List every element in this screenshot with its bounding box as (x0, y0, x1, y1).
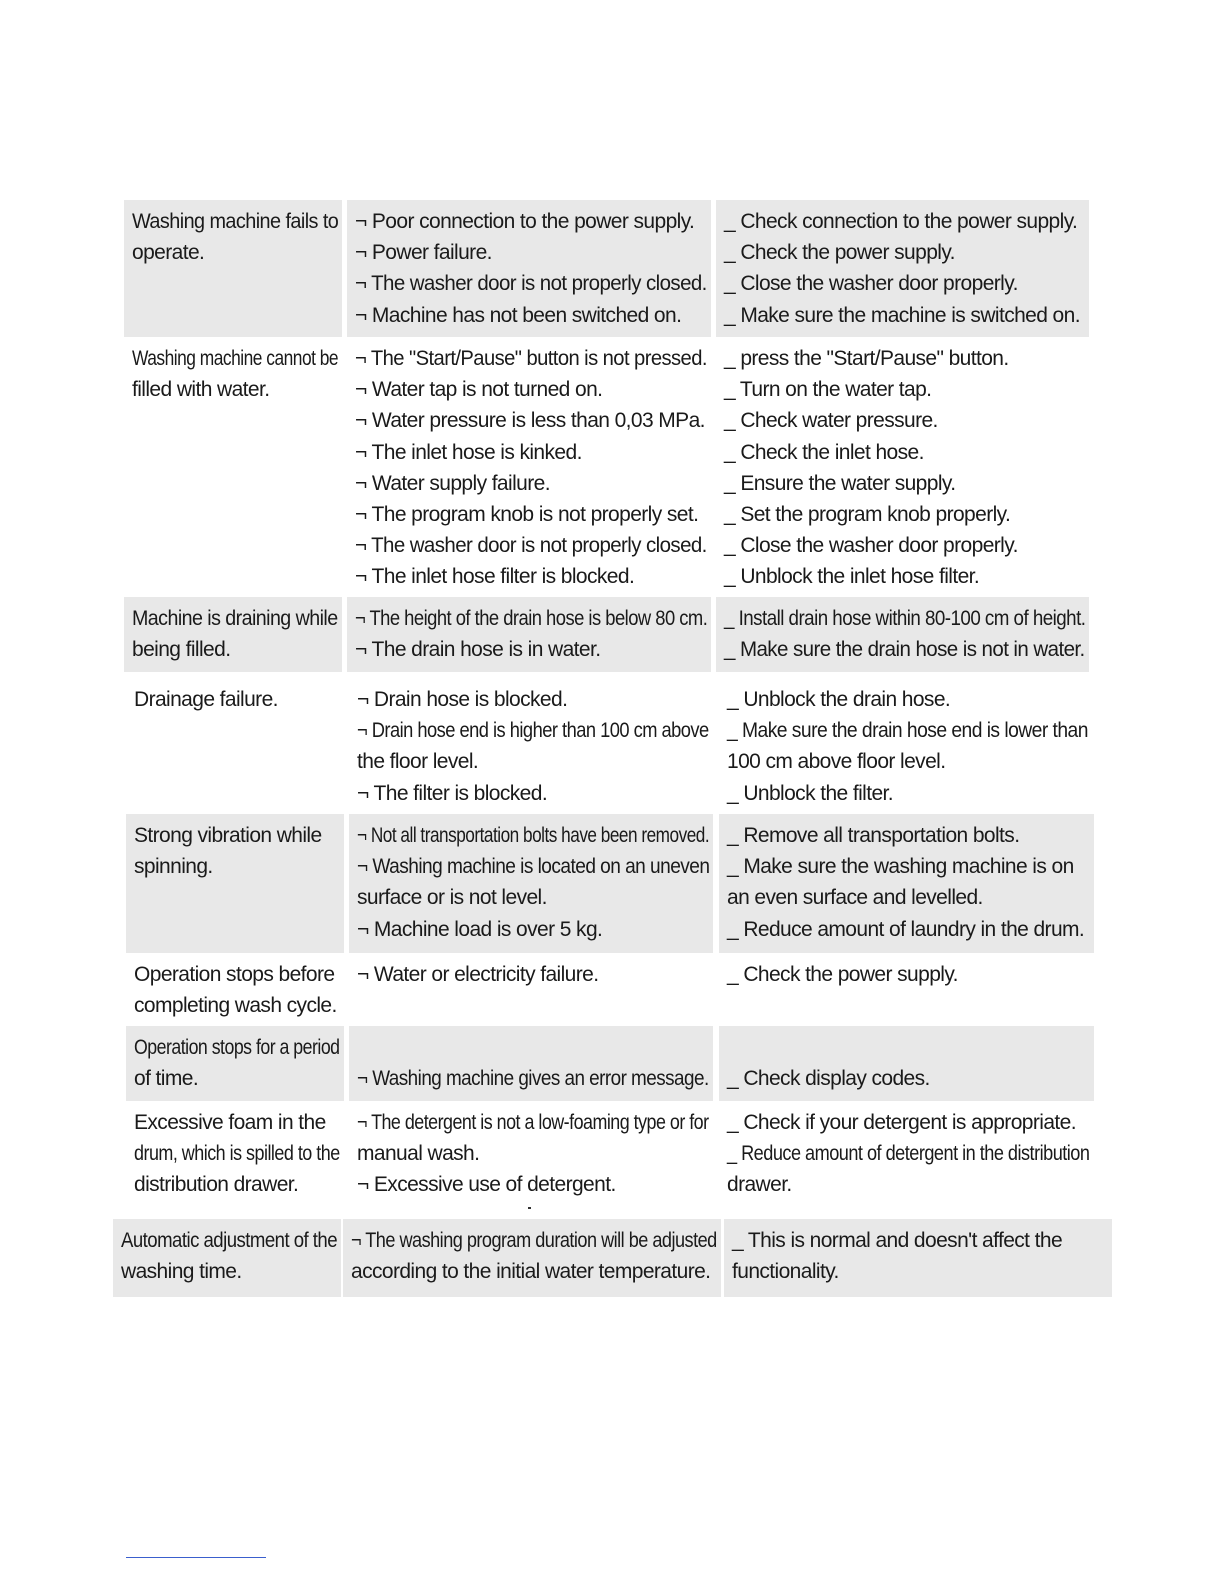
solution-line: 100 cm above floor level. (727, 750, 946, 774)
problem-line: Excessive foam in the (134, 1111, 326, 1134)
cause-cell (349, 814, 713, 953)
cause-line: ¬ Poor connection to the power supply. (355, 210, 695, 233)
problem-line: Washing machine cannot be (132, 347, 339, 370)
solution-line: _ Install drain hose within 80-100 cm of height. (724, 607, 1086, 630)
cause-line: ¬ Machine has not been switched on. (355, 303, 682, 327)
problem-line: Strong vibration while (134, 824, 322, 847)
solution-cell (719, 953, 1094, 1024)
problem-line: distribution drawer. (134, 1173, 299, 1197)
solution-line: functionality. (732, 1260, 839, 1284)
cause-line: ¬ The washing program duration will be adjusted (351, 1229, 717, 1252)
solution-line: _ Reduce amount of detergent in the distribution (727, 1142, 1090, 1166)
solution-cell (716, 200, 1089, 337)
cause-line: ¬ The detergent is not a low-foaming type or for (357, 1111, 709, 1134)
solution-line: an even surface and levelled. (727, 886, 983, 910)
cause-line: ¬ The drain hose is in water. (355, 638, 601, 662)
cause-cell (347, 200, 711, 337)
problem-line: operate. (132, 241, 205, 265)
solution-line: _ Check water pressure. (724, 409, 938, 433)
solution-line: _ Check display codes. (727, 1067, 930, 1091)
solution-line: _ Close the washer door properly. (724, 534, 1018, 558)
solution-line: _ press the "Start/Pause" button. (724, 347, 1009, 370)
solution-cell (716, 337, 1089, 597)
cause-line: the floor level. (357, 750, 479, 774)
cause-line: ¬ Power failure. (355, 241, 492, 265)
solution-line: _ Reduce amount of laundry in the drum. (727, 917, 1085, 941)
cause-cell (349, 678, 713, 814)
cause-line: ¬ Water tap is not turned on. (355, 378, 603, 402)
cause-line: ¬ The "Start/Pause" button is not pressed. (355, 347, 707, 370)
problem-line: of time. (134, 1067, 199, 1091)
solution-line (727, 1032, 1086, 1063)
problem-cell (126, 678, 344, 814)
solution-line: _ Close the washer door properly. (724, 272, 1018, 296)
footnote-rule (126, 1557, 266, 1558)
solution-line: _ Check the inlet hose. (724, 440, 924, 464)
problem-line: filled with water. (132, 378, 270, 402)
problem-cell (124, 200, 342, 337)
cause-cell (347, 597, 711, 672)
solution-line: _ Make sure the machine is switched on. (724, 303, 1080, 327)
cause-line: according to the initial water temperature. (351, 1260, 711, 1284)
cause-line: ¬ The washer door is not properly closed. (355, 272, 707, 296)
cause-line: surface or is not level. (357, 886, 547, 910)
problem-line: Operation stops before (134, 963, 335, 986)
problem-line: Automatic adjustment of the (121, 1229, 338, 1252)
solution-line: _ Unblock the inlet hose filter. (724, 565, 980, 589)
problem-line: spinning. (134, 855, 213, 879)
solution-line: _ Remove all transportation bolts. (727, 824, 1020, 847)
problem-line: Drainage failure. (134, 688, 278, 711)
cause-line: ¬ Water or electricity failure. (357, 963, 599, 986)
solution-line: _ Check if your detergent is appropriate. (727, 1111, 1076, 1134)
cause-line: ¬ Washing machine is located on an uneven (357, 855, 710, 879)
problem-line: completing wash cycle. (134, 994, 337, 1018)
cause-line: ¬ Washing machine gives an error message. (357, 1067, 709, 1091)
solution-line: _ Unblock the filter. (727, 781, 893, 805)
cause-line: ¬ Water supply failure. (355, 471, 550, 495)
cause-line: ¬ The inlet hose is kinked. (355, 440, 582, 464)
solution-cell (724, 1219, 1112, 1297)
problem-line: Washing machine fails to (132, 210, 339, 233)
solution-line: _ Make sure the washing machine is on (727, 855, 1074, 879)
problem-cell (126, 814, 344, 953)
problem-cell (124, 337, 342, 597)
cause-line: ¬ The height of the drain hose is below 80 cm. (355, 607, 708, 630)
problem-line: being filled. (132, 638, 231, 662)
solution-cell (719, 1026, 1094, 1101)
problem-line: Machine is draining while (132, 607, 338, 630)
solution-line: _ Turn on the water tap. (724, 378, 932, 402)
cause-line: ¬ Machine load is over 5 kg. (357, 917, 603, 941)
cause-line (357, 1032, 705, 1063)
solution-line: _ Check the power supply. (727, 963, 958, 986)
cause-line: ¬ Not all transportation bolts have been removed. (357, 824, 710, 847)
cause-cell (347, 337, 711, 597)
problem-cell (126, 953, 344, 1024)
solution-line: _ Make sure the drain hose is not in water. (724, 638, 1085, 662)
cause-cell (349, 953, 713, 1024)
solution-cell (719, 814, 1094, 953)
problem-line: Operation stops for a period (134, 1036, 340, 1059)
problem-line: drum, which is spilled to the (134, 1142, 340, 1166)
solution-cell (719, 678, 1092, 814)
solution-cell (716, 597, 1089, 672)
solution-line: _ Unblock the drain hose. (727, 688, 951, 711)
cause-line: ¬ Excessive use of detergent. (357, 1173, 616, 1197)
problem-cell (124, 597, 342, 672)
cause-cell (343, 1219, 721, 1297)
cause-line: ¬ The inlet hose filter is blocked. (355, 565, 635, 589)
cause-line: ¬ Drain hose end is higher than 100 cm above (357, 719, 709, 743)
solution-cell (719, 1101, 1094, 1211)
cause-line: ¬ Water pressure is less than 0,03 MPa. (355, 409, 705, 433)
cause-line: manual wash. (357, 1142, 480, 1166)
solution-line: _ Ensure the water supply. (724, 471, 956, 495)
problem-cell (126, 1101, 344, 1211)
solution-line: drawer. (727, 1173, 792, 1197)
problem-cell (113, 1219, 341, 1297)
solution-line: _ This is normal and doesn't affect the (732, 1229, 1063, 1252)
solution-line: _ Check connection to the power supply. (724, 210, 1078, 233)
cause-line: ¬ The program knob is not properly set. (355, 503, 699, 527)
solution-line: _ Set the program knob properly. (724, 503, 1011, 527)
solution-line: _ Check the power supply. (724, 241, 955, 265)
problem-cell (126, 1026, 344, 1101)
cause-cell (349, 1026, 713, 1101)
cause-line: ¬ Drain hose is blocked. (357, 688, 568, 711)
cause-cell (349, 1101, 713, 1211)
solution-line: _ Make sure the drain hose end is lower than (727, 719, 1088, 743)
problem-line: washing time. (121, 1260, 242, 1284)
cause-line: ¬ The washer door is not properly closed. (355, 534, 707, 558)
stray-mark (528, 1207, 531, 1209)
cause-line: ¬ The filter is blocked. (357, 781, 548, 805)
